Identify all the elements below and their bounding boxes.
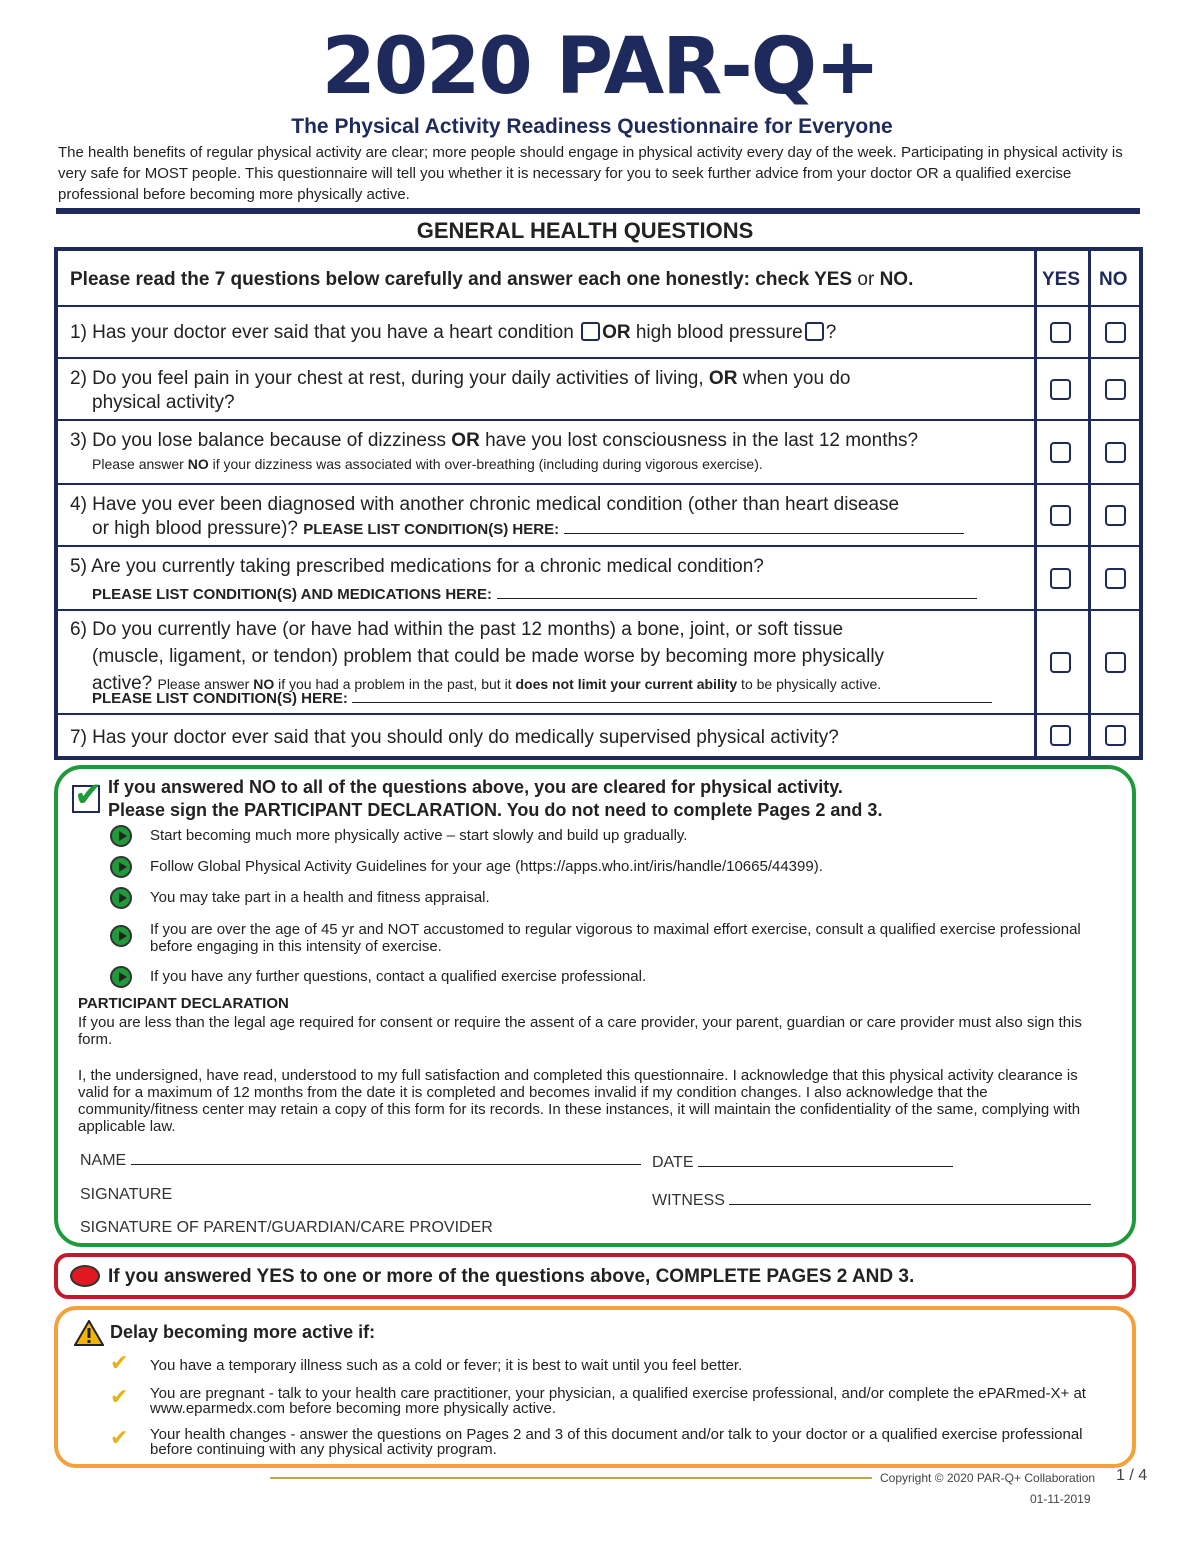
intro-paragraph: The health benefits of regular physical activity are clear; more people should engage in physical activity every day of the week. Participating in physical activity is very safe for MOST people. This questionnaire will tell you whether it is necessary for you to seek further advice from your doctor OR a qualified exercise professional before becoming more physically active. [58, 144, 1123, 203]
play-bullet-icon [110, 856, 132, 878]
footer-divider [270, 1477, 872, 1479]
questions-table [54, 247, 1143, 760]
question-6-no-checkbox[interactable] [1105, 652, 1126, 673]
cleared-section: ✔ If you answered NO to all of the questions above, you are cleared for physical activity. Please sign the PARTICIPANT DECLARATION. You do not need to complete Pages 2 and 3. Start becoming much more physically active – start slowly and build up gradually. Follow Global Physical Activity Guidelines for your age (https://apps.who.int/iris/handle/10665/44399). You may take part in a health and fitness appraisal. If you are over the age of 45 yr and NOT accustomed to regular vigorous to maximal effort exercise, consult a qualified exercise professional before engaging in this intensity of exercise. If you have any further questions, contact a qualified exercise professional. PARTICIPANT DECLARATION If you are less than the legal age required for consent or require the assent of a care provider, your parent, guardian or care provider must also sign this form. I, the undersigned, have read, understood to my full satisfaction and completed this questionnaire. I acknowledge that this physical activity clearance is valid for a maximum of 12 months from the date it is completed and becomes invalid if my condition changes. I also acknowledge that the community/fitness center may retain a copy of this form for its records. In these instances, it will maintain the confidentiality of the same, complying with applicable law. NAME DATE SIGNATURE WITNESS SIGNATURE OF PARENT/GUARDIAN/CARE PROVIDER [54, 765, 1136, 1247]
declaration-paragraph-2: I, the undersigned, have read, understood to my full satisfaction and completed this questionnaire. I acknowledge that this physical activity clearance is valid for a maximum of 12 months from the date it is completed and becomes invalid if my condition changes. I also acknowledge that the community/fitness center may retain a copy of this form for its records. In these instances, it will maintain the confidentiality of the same, complying with applicable law. [78, 1067, 1081, 1135]
document-subtitle: The Physical Activity Readiness Questionnaire for Everyone [291, 115, 893, 138]
play-bullet-icon [110, 966, 132, 988]
question-5-no-checkbox[interactable] [1105, 568, 1126, 589]
question-4-text-b: or high blood pressure)? [92, 518, 304, 539]
question-1-text: 1) Has your doctor ever said that you have a heart condition [70, 322, 574, 343]
question-2-text-c: physical activity? [92, 392, 235, 413]
page-number: 1 / 4 [1116, 1467, 1148, 1484]
signature-label[interactable]: SIGNATURE [80, 1186, 173, 1203]
revision-date: 01-11-2019 [1030, 1492, 1091, 1506]
question-6-yes-checkbox[interactable] [1050, 652, 1071, 673]
intro-divider [56, 208, 1140, 214]
instruction-no: NO. [879, 269, 914, 290]
witness-field[interactable] [729, 1189, 1091, 1205]
date-label: DATE [652, 1154, 694, 1171]
name-label: NAME [80, 1152, 127, 1169]
question-1-text-b: high blood pressure [630, 322, 803, 343]
high-blood-pressure-checkbox[interactable] [805, 322, 824, 341]
question-4-list-label: PLEASE LIST CONDITION(S) HERE: [303, 521, 560, 538]
question-1-mark: ? [825, 322, 837, 343]
question-row-3 [58, 421, 1139, 485]
question-2-no-checkbox[interactable] [1105, 379, 1126, 400]
question-6-condition-field[interactable] [352, 689, 992, 703]
question-3-note: Please answer NO if your dizziness was associated with over-breathing (including during vigorous exercise). [92, 456, 763, 472]
heart-condition-checkbox[interactable] [581, 322, 600, 341]
no-column-header: NO [1099, 269, 1128, 290]
question-7-no-checkbox[interactable] [1105, 725, 1126, 746]
name-field[interactable] [131, 1149, 641, 1165]
delay-heading: Delay becoming more active if: [110, 1322, 376, 1342]
question-6-text: 6) Do you currently have (or have had within the past 12 months) a bone, joint, or soft tissue [70, 619, 844, 640]
question-2-or: OR [703, 368, 738, 389]
warning-icon [74, 1320, 104, 1346]
question-row-2 [58, 359, 1139, 421]
document-title: 2020 PAR-Q+ [321, 22, 879, 112]
question-3-or: OR [446, 430, 480, 451]
question-4-condition-field[interactable] [564, 520, 964, 534]
question-row-5 [58, 547, 1139, 611]
question-5-yes-checkbox[interactable] [1050, 568, 1071, 589]
question-1-yes-checkbox[interactable] [1050, 322, 1071, 343]
yes-answer-section [54, 1253, 1136, 1299]
question-5-list-label: PLEASE LIST CONDITION(S) AND MEDICATIONS HERE: [92, 586, 493, 603]
question-3-text: 3) Do you lose balance because of dizziness [70, 430, 447, 451]
yes-column-header: YES [1042, 269, 1081, 290]
declaration-paragraph-1: If you are less than the legal age required for consent or require the assent of a care provider, your parent, guardian or care provider must also sign this form. [78, 1014, 1082, 1048]
question-4-yes-checkbox[interactable] [1050, 505, 1071, 526]
check-bullet-icon: ✔ [110, 1426, 129, 1451]
checkmark-icon [72, 785, 100, 813]
instruction-text: Please read the 7 questions below carefully and answer each one honestly: check YES [70, 269, 853, 290]
instruction-or: or [852, 269, 880, 290]
question-1-no-checkbox[interactable] [1105, 322, 1126, 343]
question-3-yes-checkbox[interactable] [1050, 442, 1071, 463]
check-bullet-icon: ✔ [110, 1351, 129, 1376]
question-6-text-b: (muscle, ligament, or tendon) problem that could be made worse by becoming more physically [92, 646, 885, 667]
stop-icon [70, 1265, 100, 1287]
declaration-title: PARTICIPANT DECLARATION [78, 995, 289, 1012]
check-bullet-icon: ✔ [110, 1385, 129, 1410]
question-row-1 [58, 307, 1139, 359]
yes-answer-text: If you answered YES to one or more of the questions above, COMPLETE PAGES 2 AND 3. [108, 1266, 915, 1287]
question-4-no-checkbox[interactable] [1105, 505, 1126, 526]
question-row-6 [58, 611, 1139, 715]
question-6-text-c: active? [92, 673, 158, 694]
witness-label: WITNESS [652, 1192, 725, 1209]
play-bullet-icon [110, 925, 132, 947]
question-2-yes-checkbox[interactable] [1050, 379, 1071, 400]
question-3-text-b: have you lost consciousness in the last 12 months? [479, 430, 919, 451]
question-6-note: Please answer NO if you had a problem in the past, but it does not limit your current ability to be physically active. [157, 676, 882, 692]
delay-section: Delay becoming more active if: ✔ You have a temporary illness such as a cold or fever; it is best to wait until you feel better. ✔ You are pregnant - talk to your health care practitioner, your physician, a qualified exercise professional, and/or complete the ePARmed-X+ at www.eparmedx.com before becoming more physically active. ✔ Your health changes - answer the questions on Pages 2 and 3 of this document and/or talk to your doctor or a qualified exercise professional before continuing with any physical activity program. [54, 1306, 1136, 1468]
date-field[interactable] [698, 1151, 953, 1167]
cleared-heading: If you answered NO to all of the questions above, you are cleared for physical activity. [108, 777, 843, 797]
copyright-text: Copyright © 2020 PAR-Q+ Collaboration [880, 1471, 1096, 1485]
question-5-medication-field[interactable] [497, 585, 977, 599]
question-7-text: 7) Has your doctor ever said that you should only do medically supervised physical activity? [70, 727, 839, 748]
question-row-4 [58, 485, 1139, 547]
parent-signature-label[interactable]: SIGNATURE OF PARENT/GUARDIAN/CARE PROVIDER [80, 1219, 493, 1236]
play-bullet-icon [110, 825, 132, 847]
question-2-text-b: when you do [737, 368, 851, 389]
cleared-subheading: Please sign the PARTICIPANT DECLARATION. You do not need to complete Pages 2 and 3. [108, 800, 883, 820]
question-4-text: 4) Have you ever been diagnosed with another chronic medical condition (other than heart disease [70, 494, 900, 515]
section-title: GENERAL HEALTH QUESTIONS [416, 218, 754, 243]
question-1-or: OR [602, 322, 631, 343]
table-header-row [58, 251, 1139, 307]
play-bullet-icon [110, 887, 132, 909]
question-2-text: 2) Do you feel pain in your chest at rest, during your daily activities of living, [70, 368, 704, 389]
question-7-yes-checkbox[interactable] [1050, 725, 1071, 746]
question-3-no-checkbox[interactable] [1105, 442, 1126, 463]
question-row-7 [58, 715, 1139, 760]
question-6-list-label: PLEASE LIST CONDITION(S) HERE: [92, 690, 348, 707]
question-5-text: 5) Are you currently taking prescribed medications for a chronic medical condition? [70, 556, 764, 577]
